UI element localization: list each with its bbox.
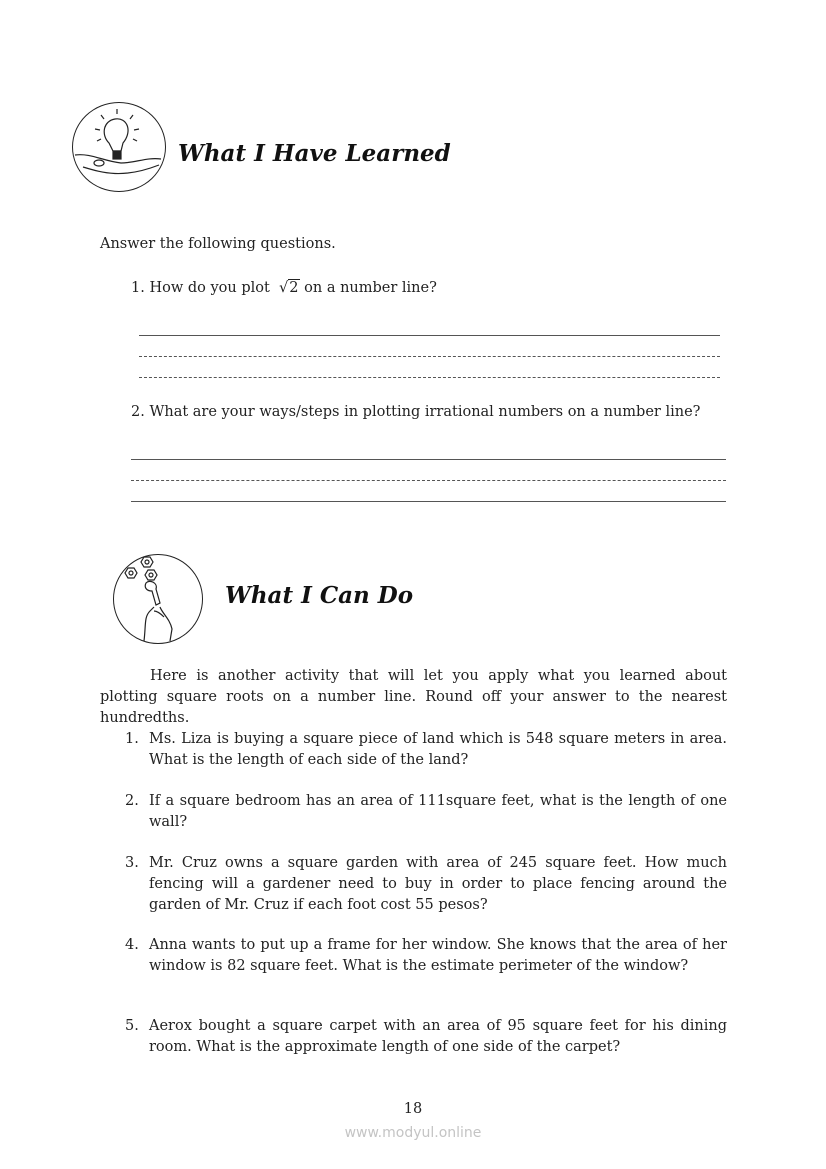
question-text-after: on a number line? <box>304 280 437 296</box>
problem-number: 3. <box>125 855 139 871</box>
watermark: www.modyul.online <box>344 1125 482 1141</box>
problem-1 <box>125 729 727 771</box>
answer-line[interactable] <box>131 501 726 502</box>
instruction-text: Answer the following questions. <box>100 236 336 252</box>
problem-number: 5. <box>125 1018 139 1034</box>
question-2 <box>131 402 700 423</box>
question-number: 2. <box>131 404 145 420</box>
answer-line[interactable] <box>139 356 720 357</box>
question-text-before: How do you plot <box>149 280 270 296</box>
answer-line[interactable] <box>131 480 726 481</box>
answer-line[interactable] <box>131 459 726 460</box>
sqrt-expression <box>279 278 299 299</box>
problem-4 <box>125 935 727 977</box>
problem-number: 4. <box>125 937 139 953</box>
problem-number: 1. <box>125 731 139 747</box>
problem-2 <box>125 791 727 833</box>
lightbulb-hand-icon <box>72 102 166 192</box>
sqrt-radicand: 2 <box>289 280 299 296</box>
activity-intro: Here is another activity that will let you apply what you learned about plotting square roots on a number line. Round off your answer to the nearest hundredths. <box>100 668 727 726</box>
problem-3 <box>125 853 727 916</box>
sqrt-icon: √ <box>279 280 289 296</box>
problem-text: Ms. Liza is buying a square piece of land which is 548 square meters in area. What is the length of each side of the land? <box>149 731 727 768</box>
problem-text: Aerox bought a square carpet with an area of 95 square feet for his dining room. What is the approximate length of one side of the carpet? <box>149 1018 727 1055</box>
problem-5 <box>125 1016 727 1058</box>
problem-text: Anna wants to put up a frame for her window. She knows that the area of her window is 82 square feet. What is the estimate perimeter of the window? <box>149 937 727 974</box>
problem-text: Mr. Cruz owns a square garden with area of 245 square feet. How much fencing will a gardener need to buy in order to place fencing around the garden of Mr. Cruz if each foot cost 55 pesos? <box>149 855 727 913</box>
page-number: 18 <box>403 1101 423 1117</box>
answer-line[interactable] <box>139 377 720 378</box>
problem-number: 2. <box>125 793 139 809</box>
section-title-what-i-can-do: What I Can Do <box>225 582 414 609</box>
section-title-what-i-have-learned: What I Have Learned <box>178 140 451 167</box>
question-number: 1. <box>131 280 145 296</box>
wrench-hand-icon <box>113 554 203 644</box>
question-text: What are your ways/steps in plotting irrational numbers on a number line? <box>149 404 701 420</box>
answer-line[interactable] <box>139 335 720 336</box>
question-1 <box>131 278 437 299</box>
problem-text: If a square bedroom has an area of 111square feet, what is the length of one wall? <box>149 793 727 830</box>
